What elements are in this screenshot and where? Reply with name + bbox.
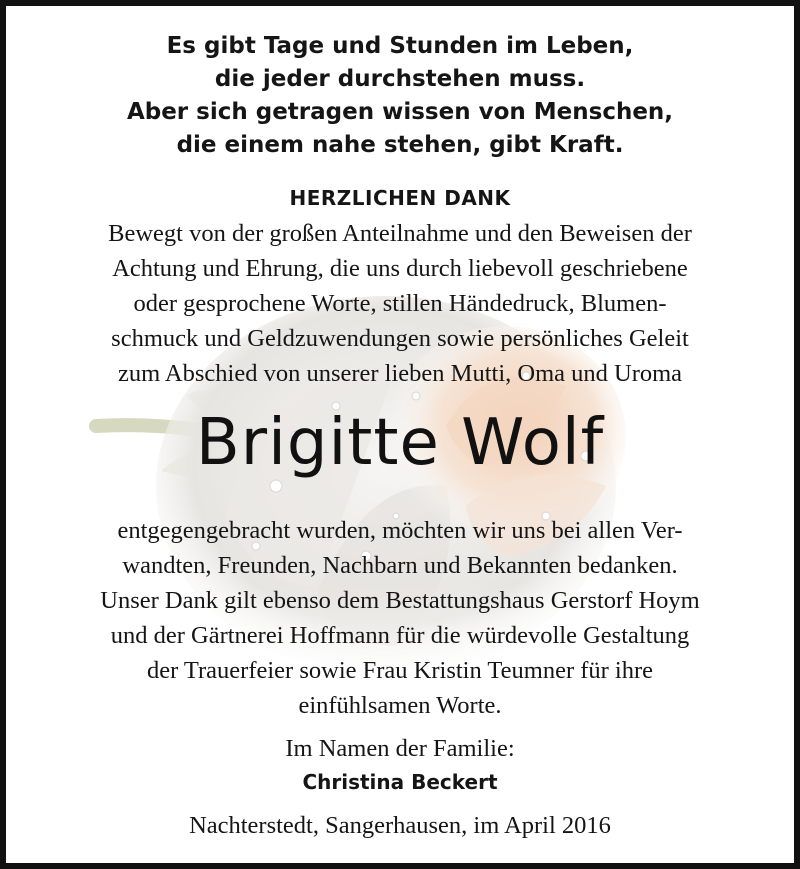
body-line: der Trauerfeier sowie Frau Kristin Teumner für ihre: [146, 657, 654, 684]
thanks-heading: HERZLICHEN DANK: [289, 186, 511, 210]
intro-paragraph: [6, 216, 794, 391]
signature-name: Christina Beckert: [302, 770, 498, 794]
deceased-name: Brigitte Wolf: [195, 406, 605, 480]
body-line: einfühlsamen Worte.: [298, 692, 502, 719]
body-line: und der Gärtnerei Hoffmann für die würdevolle Gestaltung: [110, 622, 690, 649]
body-line: entgegengebracht wurden, möchten wir uns bei allen Ver-: [117, 517, 683, 544]
intro-line: zum Abschied von unserer lieben Mutti, Oma und Uroma: [117, 360, 683, 387]
intro-line: schmuck und Geldzuwendungen sowie persönliches Geleit: [111, 325, 689, 352]
intro-line: Achtung und Ehrung, die uns durch liebevoll geschriebene: [112, 255, 688, 282]
poem-line: die einem nahe stehen, gibt Kraft.: [176, 132, 624, 158]
intro-line: oder gesprochene Worte, stillen Händedruck, Blumen-: [133, 290, 667, 317]
poem: [6, 30, 794, 162]
poem-line: Es gibt Tage und Stunden im Leben,: [166, 33, 634, 59]
body-line: Unser Dank gilt ebenso dem Bestattungshaus Gerstorf Hoym: [100, 587, 700, 614]
body-line: wandten, Freunden, Nachbarn und Bekannten bedanken.: [122, 552, 678, 579]
poem-line: die jeder durchstehen muss.: [214, 66, 586, 92]
poem-line: Aber sich getragen wissen von Menschen,: [126, 99, 674, 125]
intro-line: Bewegt von der großen Anteilnahme und den Beweisen der: [108, 220, 692, 247]
place-date: Nachterstedt, Sangerhausen, im April 2016: [189, 812, 611, 839]
signature-label: Im Namen der Familie:: [285, 735, 515, 762]
body-paragraph: [6, 513, 794, 723]
